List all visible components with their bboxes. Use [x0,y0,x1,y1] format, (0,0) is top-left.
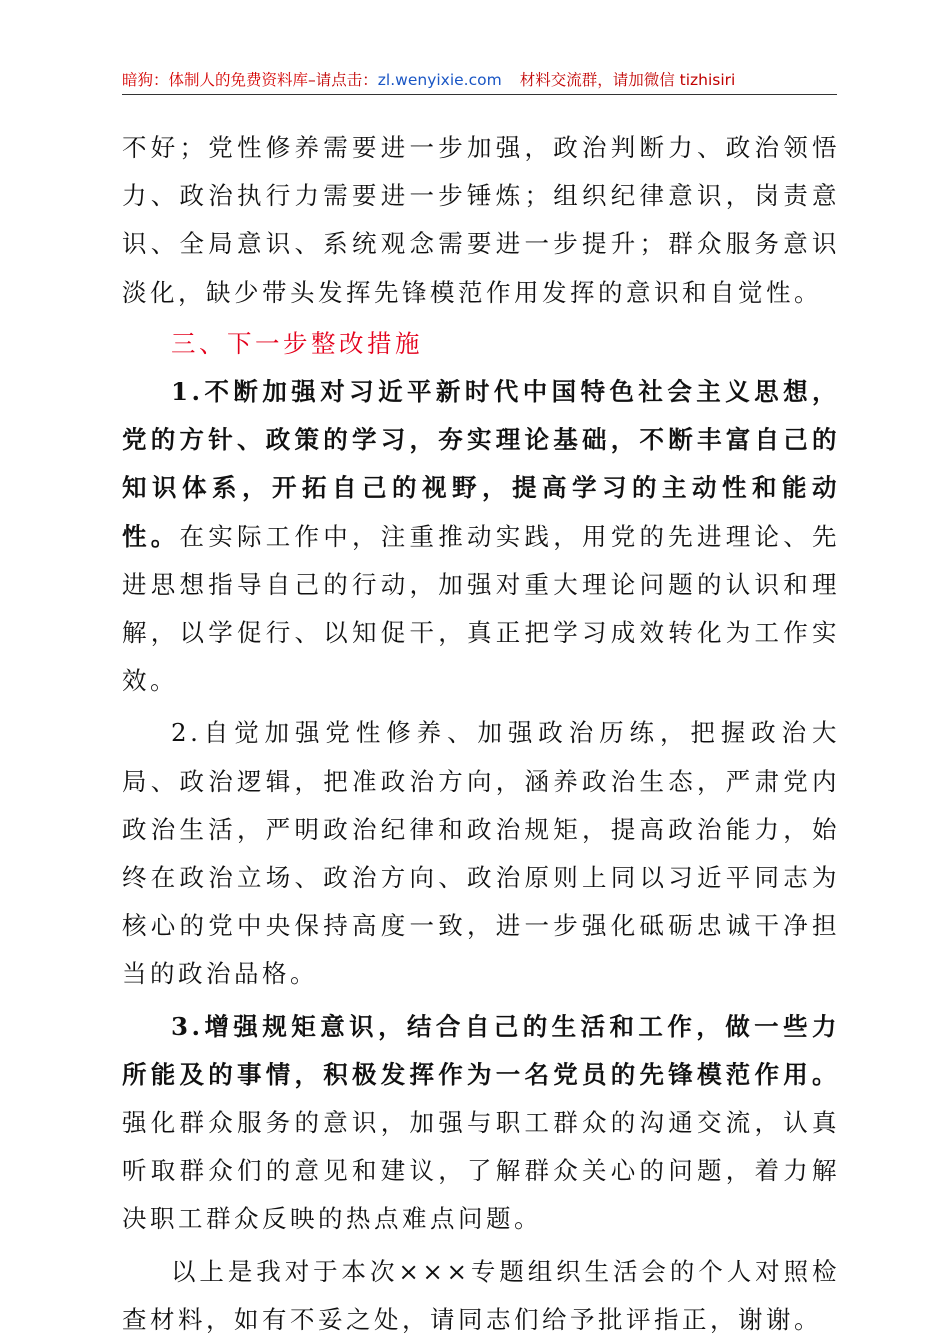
header-site-name: 暗狗：体制人的免费资料库 [122,71,309,89]
measure-item-3-title: 3.增强规矩意识，结合自己的生活和工作，做一些力所能及的事情，积极发挥作为一名党员的先锋模范作用。 [122,1011,840,1089]
header-url-link[interactable]: zl.wenyixie.com [377,71,502,89]
closing-paragraph: 以上是我对于本次×××专题组织生活会的个人对照检查材料，如有不妥之处，请同志们给予批评指正，谢谢。 [122,1256,840,1334]
measure-item-2: 2.自觉加强党性修养、加强政治历练，把握政治大局、政治逻辑，把准政治方向，涵养政治生态，严肃党内政治生活，严明政治纪律和政治规矩，提高政治能力，始终在政治立场、政治方向、政治原则上同以习近平同志为核心的党中央保持高度一致，进一步强化砥砺忠诚干净担当的政治品格。 [122,718,840,989]
paragraph-continuation: 不好；党性修养需要进一步加强，政治判断力、政治领悟力、政治执行力需要进一步锤炼；组织纪律意识，岗责意识、全局意识、系统观念需要进一步提升；群众服务意识淡化，缺少带头发挥先锋模范作用发挥的意识和自觉性。 [122,133,840,307]
header-click-prompt: –请点击： [308,71,378,89]
measure-item-3-text: 强化群众服务的意识，加强与职工群众的沟通交流，认真听取群众们的意见和建议，了解群众关心的问题，着力解决职工群众反映的热点难点问题。 [122,1108,840,1234]
measure-item-1-title: 1.不断加强对习近平新时代中国特色社会主义思想，党的方针、政策的学习，夯实理论基础，不断丰富自己的知识体系，开拓自己的视野，提高学习的主动性和能动性。 [122,377,840,551]
measure-item-3 [122,1003,840,1244]
document-body [122,124,840,1344]
page-header [122,66,837,95]
section-heading: 三、下一步整改措施 [171,328,423,358]
measure-item-1 [122,368,840,705]
header-wechat-note: 材料交流群，请加微信 tizhisiri [519,71,736,89]
measure-item-1-text: 在实际工作中，注重推动实践，用党的先进理论、先进思想指导自己的行动，加强对重大理论问题的认识和理解，以学促行、以知促干，真正把学习成效转化为工作实效。 [122,521,840,696]
